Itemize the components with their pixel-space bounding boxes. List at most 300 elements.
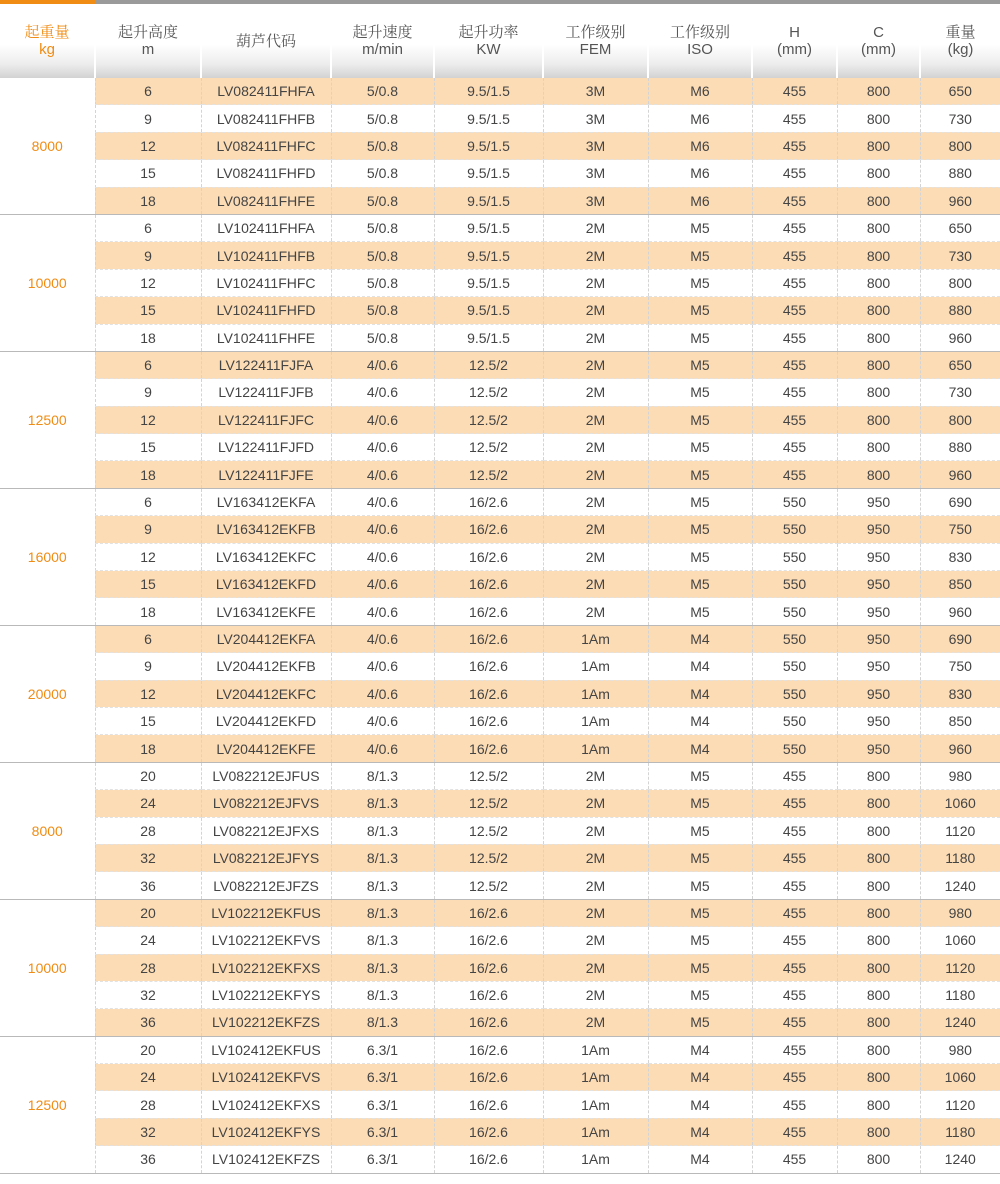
weight-cell: 880 [920, 297, 1000, 324]
hoist-code-cell: LV102212EKFXS [201, 954, 331, 981]
c-cell: 950 [837, 653, 920, 680]
c-cell: 800 [837, 1091, 920, 1118]
lift-power-cell: 9.5/1.5 [434, 242, 543, 269]
lift-height-cell: 28 [95, 817, 201, 844]
lift-power-cell: 16/2.6 [434, 899, 543, 926]
lift-power-cell: 16/2.6 [434, 488, 543, 515]
lift-power-cell: 16/2.6 [434, 1118, 543, 1145]
lift-power-cell: 16/2.6 [434, 1091, 543, 1118]
duty-fem-cell: 1Am [543, 1091, 648, 1118]
h-cell: 550 [752, 680, 837, 707]
col-header-unit: (mm) [777, 41, 812, 58]
table-row [0, 1091, 1000, 1118]
c-cell: 950 [837, 735, 920, 762]
h-cell: 455 [752, 379, 837, 406]
weight-cell: 980 [920, 1036, 1000, 1063]
lift-power-cell: 9.5/1.5 [434, 132, 543, 159]
duty-fem-cell: 2M [543, 297, 648, 324]
hoist-code-cell: LV102212EKFUS [201, 899, 331, 926]
duty-iso-cell: M5 [648, 844, 752, 871]
hoist-code-cell: LV082411FHFB [201, 105, 331, 132]
lift-power-cell: 16/2.6 [434, 1009, 543, 1036]
weight-cell: 750 [920, 516, 1000, 543]
c-cell: 800 [837, 1118, 920, 1145]
duty-iso-cell: M4 [648, 707, 752, 734]
c-cell: 950 [837, 488, 920, 515]
duty-iso-cell: M6 [648, 132, 752, 159]
h-cell: 550 [752, 516, 837, 543]
duty-iso-cell: M5 [648, 899, 752, 926]
h-cell: 455 [752, 927, 837, 954]
duty-fem-cell: 3M [543, 187, 648, 214]
lift-height-cell: 36 [95, 1146, 201, 1173]
h-cell: 455 [752, 762, 837, 789]
lift-power-cell: 9.5/1.5 [434, 160, 543, 187]
duty-iso-cell: M5 [648, 817, 752, 844]
lift-power-cell: 16/2.6 [434, 707, 543, 734]
c-cell: 800 [837, 379, 920, 406]
col-header-unit: KW [476, 41, 501, 58]
duty-fem-cell: 2M [543, 899, 648, 926]
h-cell: 455 [752, 1009, 837, 1036]
duty-fem-cell: 2M [543, 269, 648, 296]
duty-fem-cell: 2M [543, 242, 648, 269]
lift-height-cell: 12 [95, 543, 201, 570]
weight-cell: 1060 [920, 790, 1000, 817]
weight-cell: 730 [920, 379, 1000, 406]
hoist-code-cell: LV122411FJFB [201, 379, 331, 406]
lift-speed-cell: 5/0.8 [331, 297, 434, 324]
lift-height-cell: 32 [95, 1118, 201, 1145]
lift-height-cell: 18 [95, 324, 201, 351]
hoist-code-cell: LV102412EKFUS [201, 1036, 331, 1063]
lift-speed-cell: 4/0.6 [331, 653, 434, 680]
col-header-hoist-code [201, 2, 331, 78]
weight-cell: 960 [920, 735, 1000, 762]
c-cell: 950 [837, 598, 920, 625]
duty-iso-cell: M5 [648, 488, 752, 515]
c-cell: 800 [837, 899, 920, 926]
hoist-code-cell: LV122411FJFC [201, 406, 331, 433]
weight-cell: 980 [920, 899, 1000, 926]
col-header-line: 起升高度 [117, 24, 178, 41]
h-cell: 455 [752, 187, 837, 214]
duty-fem-cell: 2M [543, 571, 648, 598]
weight-cell: 690 [920, 625, 1000, 652]
table-row [0, 954, 1000, 981]
lift-power-cell: 16/2.6 [434, 954, 543, 981]
c-cell: 800 [837, 790, 920, 817]
hoist-code-cell: LV102412EKFZS [201, 1146, 331, 1173]
duty-fem-cell: 2M [543, 762, 648, 789]
lift-power-cell: 16/2.6 [434, 981, 543, 1008]
h-cell: 455 [752, 872, 837, 899]
col-header-line: H [789, 24, 800, 41]
lift-height-cell: 15 [95, 434, 201, 461]
h-cell: 455 [752, 160, 837, 187]
duty-iso-cell: M5 [648, 571, 752, 598]
lift-speed-cell: 8/1.3 [331, 790, 434, 817]
weight-cell: 830 [920, 543, 1000, 570]
lift-speed-cell: 5/0.8 [331, 187, 434, 214]
hoist-code-cell: LV204412EKFE [201, 735, 331, 762]
weight-cell: 800 [920, 132, 1000, 159]
duty-fem-cell: 2M [543, 927, 648, 954]
table-row [0, 844, 1000, 871]
duty-iso-cell: M5 [648, 406, 752, 433]
hoist-code-cell: LV163412EKFC [201, 543, 331, 570]
col-header-line: 工作级别 [669, 24, 730, 41]
c-cell: 950 [837, 707, 920, 734]
h-cell: 455 [752, 242, 837, 269]
weight-cell: 1180 [920, 1118, 1000, 1145]
lift-height-cell: 9 [95, 379, 201, 406]
weight-cell: 800 [920, 406, 1000, 433]
duty-fem-cell: 2M [543, 598, 648, 625]
table-row [0, 488, 1000, 515]
lift-power-cell: 9.5/1.5 [434, 269, 543, 296]
lift-height-cell: 6 [95, 488, 201, 515]
weight-cell: 1240 [920, 1146, 1000, 1173]
duty-iso-cell: M4 [648, 1118, 752, 1145]
duty-iso-cell: M5 [648, 351, 752, 378]
lift-height-cell: 28 [95, 1091, 201, 1118]
h-cell: 455 [752, 269, 837, 296]
duty-fem-cell: 3M [543, 160, 648, 187]
duty-fem-cell: 2M [543, 1009, 648, 1036]
lift-power-cell: 16/2.6 [434, 1146, 543, 1173]
duty-iso-cell: M5 [648, 324, 752, 351]
c-cell: 950 [837, 571, 920, 598]
table-row [0, 707, 1000, 734]
table-row [0, 762, 1000, 789]
lift-speed-cell: 6.3/1 [331, 1146, 434, 1173]
h-cell: 455 [752, 954, 837, 981]
table-row [0, 132, 1000, 159]
lift-power-cell: 16/2.6 [434, 653, 543, 680]
h-cell: 455 [752, 817, 837, 844]
table-row [0, 981, 1000, 1008]
lift-speed-cell: 5/0.8 [331, 78, 434, 105]
lift-power-cell: 16/2.6 [434, 598, 543, 625]
lift-height-cell: 20 [95, 899, 201, 926]
lift-power-cell: 16/2.6 [434, 516, 543, 543]
lift-power-cell: 12.5/2 [434, 434, 543, 461]
h-cell: 455 [752, 351, 837, 378]
hoist-code-cell: LV122411FJFE [201, 461, 331, 488]
h-cell: 550 [752, 735, 837, 762]
table-row [0, 680, 1000, 707]
col-header-h [752, 2, 837, 78]
c-cell: 800 [837, 872, 920, 899]
c-cell: 800 [837, 160, 920, 187]
duty-iso-cell: M5 [648, 242, 752, 269]
lift-height-cell: 6 [95, 214, 201, 241]
table-row [0, 899, 1000, 926]
table-row [0, 160, 1000, 187]
duty-fem-cell: 1Am [543, 653, 648, 680]
hoist-code-cell: LV204412EKFC [201, 680, 331, 707]
hoist-code-cell: LV082212EJFVS [201, 790, 331, 817]
c-cell: 800 [837, 762, 920, 789]
h-cell: 455 [752, 1118, 837, 1145]
lift-height-cell: 18 [95, 187, 201, 214]
lift-power-cell: 12.5/2 [434, 790, 543, 817]
col-header-unit: (kg) [947, 41, 974, 58]
hoist-code-cell: LV163412EKFD [201, 571, 331, 598]
lift-height-cell: 15 [95, 571, 201, 598]
weight-cell: 850 [920, 707, 1000, 734]
lift-speed-cell: 8/1.3 [331, 1009, 434, 1036]
weight-cell: 1120 [920, 817, 1000, 844]
weight-cell: 1120 [920, 954, 1000, 981]
hoist-code-cell: LV102411FHFE [201, 324, 331, 351]
lift-power-cell: 12.5/2 [434, 351, 543, 378]
lift-power-cell: 16/2.6 [434, 680, 543, 707]
table-row [0, 379, 1000, 406]
weight-cell: 1240 [920, 872, 1000, 899]
weight-cell: 650 [920, 351, 1000, 378]
lift-speed-cell: 4/0.6 [331, 680, 434, 707]
duty-fem-cell: 1Am [543, 1118, 648, 1145]
h-cell: 455 [752, 899, 837, 926]
col-header-line: 起升功率 [458, 24, 519, 41]
duty-iso-cell: M4 [648, 625, 752, 652]
lift-height-cell: 12 [95, 406, 201, 433]
table-row [0, 1036, 1000, 1063]
lift-speed-cell: 8/1.3 [331, 844, 434, 871]
duty-iso-cell: M5 [648, 872, 752, 899]
table-row [0, 735, 1000, 762]
weight-cell: 960 [920, 187, 1000, 214]
hoist-code-cell: LV082411FHFC [201, 132, 331, 159]
h-cell: 550 [752, 598, 837, 625]
lift-power-cell: 12.5/2 [434, 379, 543, 406]
hoist-code-cell: LV102411FHFA [201, 214, 331, 241]
duty-fem-cell: 2M [543, 516, 648, 543]
capacity-cell: 12500 [0, 1036, 95, 1173]
col-header-lift-speed [331, 2, 434, 78]
hoist-code-cell: LV204412EKFD [201, 707, 331, 734]
weight-cell: 1240 [920, 1009, 1000, 1036]
hoist-code-cell: LV102212EKFVS [201, 927, 331, 954]
table-row [0, 1009, 1000, 1036]
h-cell: 455 [752, 844, 837, 871]
col-header-lift-height [95, 2, 201, 78]
lift-speed-cell: 4/0.6 [331, 516, 434, 543]
c-cell: 800 [837, 1064, 920, 1091]
duty-fem-cell: 3M [543, 78, 648, 105]
duty-iso-cell: M4 [648, 653, 752, 680]
duty-fem-cell: 1Am [543, 707, 648, 734]
duty-fem-cell: 3M [543, 132, 648, 159]
h-cell: 455 [752, 790, 837, 817]
lift-speed-cell: 5/0.8 [331, 269, 434, 296]
duty-iso-cell: M6 [648, 105, 752, 132]
weight-cell: 730 [920, 242, 1000, 269]
lift-height-cell: 18 [95, 461, 201, 488]
duty-iso-cell: M5 [648, 297, 752, 324]
table-body [0, 78, 1000, 1173]
h-cell: 455 [752, 324, 837, 351]
h-cell: 550 [752, 653, 837, 680]
capacity-cell: 8000 [0, 78, 95, 214]
lift-power-cell: 12.5/2 [434, 461, 543, 488]
lift-height-cell: 9 [95, 516, 201, 543]
col-header-lift-power [434, 2, 543, 78]
table-row [0, 297, 1000, 324]
col-header-line: C [873, 24, 884, 41]
lift-speed-cell: 5/0.8 [331, 105, 434, 132]
col-header-unit: (mm) [861, 41, 896, 58]
lift-height-cell: 18 [95, 598, 201, 625]
table-row [0, 790, 1000, 817]
h-cell: 550 [752, 543, 837, 570]
lift-speed-cell: 6.3/1 [331, 1118, 434, 1145]
lift-height-cell: 12 [95, 269, 201, 296]
c-cell: 950 [837, 543, 920, 570]
c-cell: 800 [837, 242, 920, 269]
capacity-cell: 20000 [0, 625, 95, 762]
duty-fem-cell: 2M [543, 214, 648, 241]
lift-speed-cell: 6.3/1 [331, 1091, 434, 1118]
hoist-code-cell: LV102411FHFD [201, 297, 331, 324]
weight-cell: 980 [920, 762, 1000, 789]
lift-height-cell: 20 [95, 1036, 201, 1063]
weight-cell: 1180 [920, 981, 1000, 1008]
duty-fem-cell: 2M [543, 844, 648, 871]
h-cell: 455 [752, 1091, 837, 1118]
c-cell: 800 [837, 981, 920, 1008]
h-cell: 455 [752, 1146, 837, 1173]
weight-cell: 830 [920, 680, 1000, 707]
duty-iso-cell: M4 [648, 680, 752, 707]
lift-speed-cell: 8/1.3 [331, 954, 434, 981]
lift-speed-cell: 4/0.6 [331, 625, 434, 652]
weight-cell: 1180 [920, 844, 1000, 871]
col-header-line: 重量 [945, 24, 976, 41]
hoist-code-cell: LV102411FHFB [201, 242, 331, 269]
lift-height-cell: 15 [95, 160, 201, 187]
table-row [0, 434, 1000, 461]
col-header-duty-iso [648, 2, 752, 78]
capacity-cell: 10000 [0, 214, 95, 351]
lift-power-cell: 9.5/1.5 [434, 78, 543, 105]
duty-iso-cell: M6 [648, 187, 752, 214]
lift-power-cell: 16/2.6 [434, 927, 543, 954]
duty-iso-cell: M5 [648, 214, 752, 241]
h-cell: 455 [752, 78, 837, 105]
c-cell: 800 [837, 817, 920, 844]
table-row [0, 927, 1000, 954]
capacity-cell: 16000 [0, 488, 95, 625]
lift-height-cell: 28 [95, 954, 201, 981]
lift-height-cell: 32 [95, 844, 201, 871]
lift-power-cell: 12.5/2 [434, 762, 543, 789]
lift-speed-cell: 5/0.8 [331, 242, 434, 269]
table-row [0, 461, 1000, 488]
hoist-code-cell: LV204412EKFA [201, 625, 331, 652]
table-row [0, 598, 1000, 625]
duty-fem-cell: 2M [543, 461, 648, 488]
lift-speed-cell: 4/0.6 [331, 598, 434, 625]
weight-cell: 1060 [920, 1064, 1000, 1091]
lift-height-cell: 6 [95, 78, 201, 105]
duty-fem-cell: 2M [543, 817, 648, 844]
hoist-code-cell: LV082411FHFD [201, 160, 331, 187]
hoist-code-cell: LV163412EKFE [201, 598, 331, 625]
duty-iso-cell: M5 [648, 434, 752, 461]
duty-fem-cell: 1Am [543, 735, 648, 762]
c-cell: 800 [837, 132, 920, 159]
lift-power-cell: 9.5/1.5 [434, 214, 543, 241]
duty-iso-cell: M5 [648, 790, 752, 817]
lift-height-cell: 32 [95, 981, 201, 1008]
c-cell: 800 [837, 461, 920, 488]
table-row [0, 516, 1000, 543]
weight-cell: 1120 [920, 1091, 1000, 1118]
lift-speed-cell: 4/0.6 [331, 488, 434, 515]
table-row [0, 625, 1000, 652]
table-row [0, 1146, 1000, 1173]
duty-iso-cell: M6 [648, 160, 752, 187]
h-cell: 455 [752, 105, 837, 132]
c-cell: 950 [837, 625, 920, 652]
duty-fem-cell: 3M [543, 105, 648, 132]
lift-speed-cell: 4/0.6 [331, 351, 434, 378]
duty-fem-cell: 1Am [543, 680, 648, 707]
weight-cell: 960 [920, 461, 1000, 488]
col-header-unit: m [141, 41, 155, 58]
capacity-cell: 8000 [0, 762, 95, 899]
table-header [0, 2, 1000, 78]
hoist-code-cell: LV122411FJFD [201, 434, 331, 461]
table-row [0, 653, 1000, 680]
h-cell: 455 [752, 406, 837, 433]
table-row [0, 406, 1000, 433]
capacity-cell: 10000 [0, 899, 95, 1036]
hoist-code-cell: LV082212EJFYS [201, 844, 331, 871]
weight-cell: 880 [920, 160, 1000, 187]
lift-speed-cell: 5/0.8 [331, 132, 434, 159]
weight-cell: 880 [920, 434, 1000, 461]
col-header-c [837, 2, 920, 78]
lift-speed-cell: 8/1.3 [331, 762, 434, 789]
col-header-line: 起重量 [24, 24, 70, 41]
col-header-line: 起升速度 [352, 24, 413, 41]
lift-power-cell: 9.5/1.5 [434, 324, 543, 351]
h-cell: 550 [752, 488, 837, 515]
col-header-weight [920, 2, 1000, 78]
duty-iso-cell: M5 [648, 1009, 752, 1036]
col-header-line: 葫芦代码 [235, 32, 296, 50]
lift-height-cell: 6 [95, 351, 201, 378]
lift-power-cell: 12.5/2 [434, 844, 543, 871]
hoist-code-cell: LV122411FJFA [201, 351, 331, 378]
table-row [0, 543, 1000, 570]
lift-speed-cell: 4/0.6 [331, 461, 434, 488]
table-row [0, 214, 1000, 241]
hoist-code-cell: LV102412EKFYS [201, 1118, 331, 1145]
h-cell: 455 [752, 132, 837, 159]
duty-iso-cell: M5 [648, 762, 752, 789]
hoist-code-cell: LV082212EJFXS [201, 817, 331, 844]
c-cell: 800 [837, 269, 920, 296]
lift-speed-cell: 6.3/1 [331, 1064, 434, 1091]
lift-height-cell: 36 [95, 872, 201, 899]
hoist-code-cell: LV082411FHFE [201, 187, 331, 214]
duty-iso-cell: M4 [648, 1064, 752, 1091]
